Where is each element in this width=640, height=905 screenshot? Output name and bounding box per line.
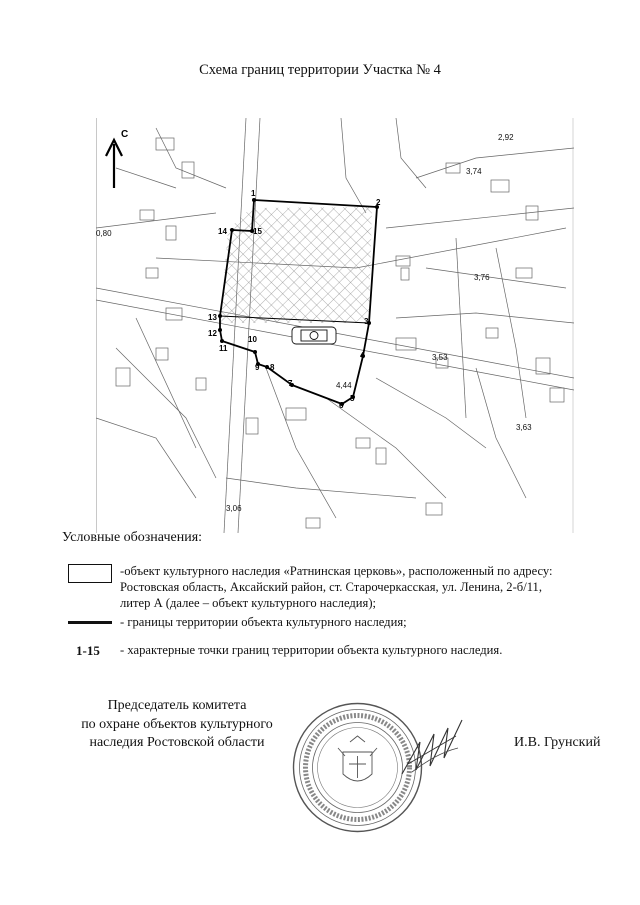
north-arrow-icon — [106, 140, 122, 188]
point-label-14: 14 — [218, 227, 227, 236]
legend-object-text: -объект культурного наследия «Ратнинская церковь», расположенный по адресу: Ростовская область, Аксайский район, ст. Старочеркасская, ул. Ленина, 2-б/11, литер А (далее – объект культурного наследия); — [120, 564, 553, 610]
svg-text:4,44: 4,44 — [336, 381, 352, 390]
legend-boundary-symbol — [68, 621, 112, 624]
boundary-point-8 — [265, 365, 269, 369]
boundary-map — [96, 118, 574, 533]
svg-text:3,63: 3,63 — [516, 423, 532, 432]
building-outlines — [116, 138, 564, 528]
svg-text:3,74: 3,74 — [466, 167, 482, 176]
boundary-point-10 — [253, 350, 257, 354]
boundary-point-13 — [218, 314, 222, 318]
boundary-point-11 — [220, 339, 224, 343]
svg-text:3,76: 3,76 — [474, 273, 490, 282]
legend-boundary-text: - границы территории объекта культурного наследия; — [120, 615, 407, 629]
svg-text:3,53: 3,53 — [432, 353, 448, 362]
svg-text:2,92: 2,92 — [498, 133, 514, 142]
object-area — [220, 207, 372, 323]
legend-points-symbol: 1-15 — [76, 643, 100, 658]
point-label-11: 11 — [219, 344, 228, 353]
point-label-15: 15 — [253, 227, 262, 236]
church-outline — [292, 327, 336, 344]
svg-text:3,06: 3,06 — [226, 504, 242, 513]
point-label-7: 7 — [288, 379, 293, 388]
point-label-2: 2 — [376, 198, 381, 207]
svg-text:0,80: 0,80 — [96, 229, 112, 238]
legend-points-text: - характерные точки границ территории объекта культурного наследия. — [120, 643, 503, 657]
legend-object-symbol — [68, 564, 112, 583]
point-label-13: 13 — [208, 313, 217, 322]
coat-of-arms-icon — [338, 736, 377, 781]
point-label-12: 12 — [208, 329, 217, 338]
point-label-5: 5 — [350, 394, 355, 403]
boundary-point-1 — [252, 198, 256, 202]
page-title: Схема границ территории Участка № 4 — [199, 62, 441, 78]
boundary-point-14 — [230, 228, 234, 232]
point-label-1: 1 — [251, 189, 256, 198]
point-label-3: 3 — [364, 317, 369, 326]
point-label-10: 10 — [248, 335, 257, 344]
handwritten-signature — [398, 712, 468, 787]
boundary-point-12 — [218, 328, 222, 332]
signatory-position: Председатель комитета по охране объектов культурного наследия Ростовской области — [81, 698, 273, 750]
point-label-4: 4 — [360, 351, 365, 360]
point-label-6: 6 — [339, 401, 344, 410]
signer-name: И.В. Грунский — [514, 735, 601, 750]
legend-heading: Условные обозначения: — [62, 530, 203, 545]
north-label: С — [121, 129, 129, 140]
point-label-8: 8 — [270, 363, 275, 372]
point-label-9: 9 — [255, 363, 260, 372]
